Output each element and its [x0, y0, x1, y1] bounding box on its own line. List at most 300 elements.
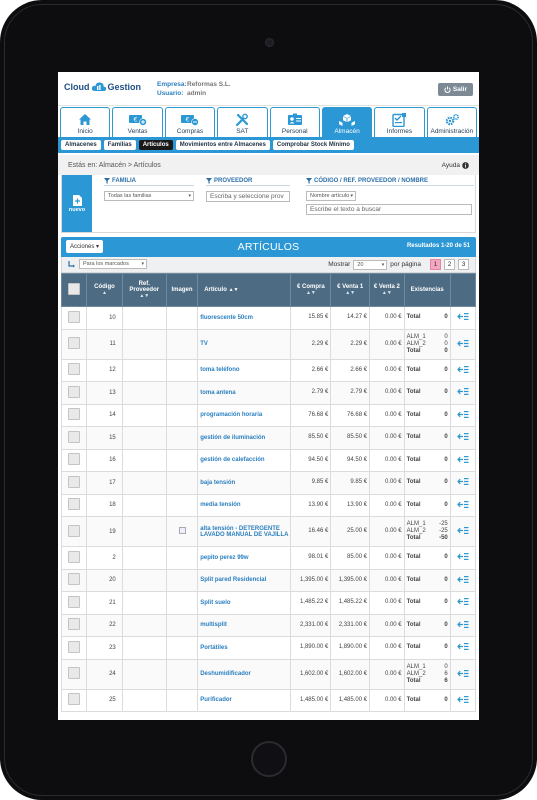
stock-line [407, 314, 448, 321]
stock-warehouse: ALM_1 [406, 333, 426, 340]
tab-label: Informes [386, 128, 413, 135]
tab-label: SAT [236, 128, 249, 135]
code-cell: 23 [87, 637, 123, 660]
code-cell: 24 [87, 659, 123, 689]
ref-cell [122, 569, 166, 592]
sale2-price-cell: 0.00 € [370, 359, 405, 382]
col-code[interactable] [87, 274, 123, 307]
open-article-button[interactable] [450, 517, 475, 547]
subtab-movimientos[interactable]: Movimientos entre Almacenes [176, 140, 270, 150]
buy-price-cell: 1,485.00 € [291, 689, 331, 712]
go-arrow-icon [457, 387, 469, 396]
page-2-button[interactable]: 2 [444, 259, 455, 270]
stock-warehouse: Total [406, 696, 421, 703]
ref-cell [122, 449, 166, 472]
sale1-price-cell: 85.00 € [331, 547, 370, 570]
go-arrow-icon [457, 410, 469, 419]
stock-cell [404, 472, 450, 495]
stock-line [407, 697, 448, 704]
image-cell [166, 329, 197, 359]
row-select-cell [62, 494, 87, 517]
col-sale1-label: € Venta 1 [337, 284, 364, 290]
bulk-action-select[interactable] [79, 259, 147, 269]
stock-cell [404, 637, 450, 660]
ref-cell [122, 614, 166, 637]
stock-qty: 0 [444, 696, 448, 703]
stock-qty: -25 [439, 528, 448, 534]
article-link[interactable]: Portátiles [198, 637, 291, 660]
image-cell [166, 382, 197, 405]
row-checkbox[interactable] [68, 363, 80, 375]
table-row[interactable] [62, 359, 476, 382]
buy-price-cell: 15.85 € [291, 307, 331, 330]
table-row[interactable] [62, 307, 476, 330]
ref-cell [122, 637, 166, 660]
sale1-price-cell: 1,395.00 € [331, 569, 370, 592]
row-checkbox[interactable] [68, 667, 80, 679]
new-article-button[interactable] [62, 175, 92, 232]
sale1-price-cell: 2.79 € [331, 382, 370, 405]
sale1-price-cell: 2,331.00 € [331, 614, 370, 637]
open-article-button[interactable] [450, 449, 475, 472]
logout-button[interactable] [438, 83, 473, 96]
buy-price-cell: 1,485.22 € [291, 592, 331, 615]
sale2-price-cell: 0.00 € [370, 404, 405, 427]
power-icon [444, 86, 451, 93]
article-link[interactable]: alta tensión - DETERGENTE LAVADO MANUAL DE VAJILLA [198, 517, 291, 547]
ref-cell [122, 547, 166, 570]
tab-ventas[interactable] [112, 107, 162, 137]
stock-qty: 0 [444, 340, 448, 347]
stock-warehouse: ALM_1 [406, 663, 426, 670]
buy-price-cell: 98.01 € [291, 547, 331, 570]
table-row[interactable] [62, 592, 476, 615]
col-image [166, 274, 197, 307]
page-size-value: 20 [357, 261, 364, 268]
go-arrow-icon [457, 620, 469, 629]
row-checkbox[interactable] [68, 641, 80, 653]
image-cell [166, 494, 197, 517]
image-cell [166, 689, 197, 712]
open-article-button[interactable] [450, 592, 475, 615]
article-link[interactable]: fluorescente 50cm [198, 307, 291, 330]
stock-line [407, 528, 448, 535]
open-article-button[interactable] [450, 689, 475, 712]
home-button[interactable] [251, 741, 287, 777]
code-cell: 12 [87, 359, 123, 382]
personal-icon [287, 112, 303, 127]
code-cell: 13 [87, 382, 123, 405]
stock-qty: 0 [444, 621, 448, 628]
open-article-button[interactable] [450, 472, 475, 495]
stock-cell [404, 659, 450, 689]
ref-cell [122, 494, 166, 517]
sale2-price-cell: 0.00 € [370, 307, 405, 330]
image-cell [166, 307, 197, 330]
stock-cell [404, 517, 450, 547]
table-row[interactable] [62, 547, 476, 570]
stock-line [407, 479, 448, 486]
stock-warehouse: Total [406, 599, 421, 606]
buy-price-cell: 1,395.00 € [291, 569, 331, 592]
col-image-label: Imagen [171, 287, 193, 293]
sale1-price-cell: 25.00 € [331, 517, 370, 547]
stock-line [407, 664, 448, 671]
article-link[interactable]: toma antena [198, 382, 291, 405]
image-cell [166, 404, 197, 427]
article-link[interactable]: gestión de iluminación [198, 427, 291, 450]
row-select-cell [62, 307, 87, 330]
row-checkbox[interactable] [68, 693, 80, 705]
stock-qty: 6 [444, 670, 448, 677]
row-checkbox[interactable] [68, 618, 80, 630]
row-checkbox[interactable] [68, 573, 80, 585]
row-select-cell [62, 427, 87, 450]
buy-price-cell: 2,331.00 € [291, 614, 331, 637]
table-row[interactable] [62, 329, 476, 359]
stock-cell [404, 449, 450, 472]
image-cell [166, 637, 197, 660]
stock-cell [404, 689, 450, 712]
row-checkbox[interactable] [68, 453, 80, 465]
ref-cell [122, 427, 166, 450]
table-row[interactable] [62, 659, 476, 689]
buy-price-cell: 85.50 € [291, 427, 331, 450]
help-link[interactable] [442, 162, 469, 169]
filter-panel [61, 175, 476, 233]
open-article-button[interactable] [450, 382, 475, 405]
stock-qty: 0 [444, 411, 448, 418]
row-checkbox[interactable] [68, 551, 80, 563]
stock-line [407, 678, 448, 685]
article-link[interactable]: Purificador [198, 689, 291, 712]
logout-label: Salir [452, 86, 467, 93]
chevron-down-icon: ▾ [188, 193, 191, 199]
stock-cell [404, 329, 450, 359]
company-label: Empresa: [157, 81, 187, 88]
table-row[interactable] [62, 472, 476, 495]
tab-label: Administración [430, 128, 474, 135]
code-cell: 21 [87, 592, 123, 615]
familia-label-text: FAMILIA [112, 178, 136, 184]
stock-cell [404, 307, 450, 330]
module-tabs [58, 107, 479, 137]
article-link[interactable]: baja tensión [198, 472, 291, 495]
codigo-filter [306, 178, 474, 215]
buy-price-cell: 2.79 € [291, 382, 331, 405]
sale1-price-cell: 9.85 € [331, 472, 370, 495]
col-ref[interactable] [122, 274, 166, 307]
row-select-cell [62, 547, 87, 570]
buy-price-cell: 13.90 € [291, 494, 331, 517]
col-code-label: Código [94, 284, 115, 290]
chevron-down-icon: ▾ [96, 244, 100, 250]
corner-arrow-icon [68, 260, 76, 268]
stock-warehouse: Total [406, 456, 421, 463]
stock-warehouse: Total [406, 621, 421, 628]
col-sale1[interactable] [331, 274, 370, 307]
sale2-price-cell: 0.00 € [370, 592, 405, 615]
page-1-button[interactable]: 1 [430, 259, 441, 270]
open-article-button[interactable] [450, 404, 475, 427]
article-link[interactable]: toma teléfono [198, 359, 291, 382]
image-cell [166, 427, 197, 450]
row-select-cell [62, 382, 87, 405]
article-link[interactable]: Split suelo [198, 592, 291, 615]
tab-label: Compras [176, 128, 204, 135]
search-field-select[interactable] [306, 191, 356, 201]
ventas-icon [128, 112, 148, 127]
page-size-select[interactable] [353, 260, 387, 270]
stock-qty: 0 [444, 501, 448, 508]
stock-line [407, 671, 448, 678]
select-all-checkbox[interactable] [68, 283, 80, 295]
open-article-button[interactable] [450, 329, 475, 359]
col-article[interactable] [198, 274, 291, 307]
tab-administracion[interactable] [427, 107, 477, 137]
sale2-price-cell: 0.00 € [370, 329, 405, 359]
stock-line [407, 622, 448, 629]
go-arrow-icon [457, 597, 469, 606]
tab-label: Personal [281, 128, 308, 135]
table-row[interactable] [62, 689, 476, 712]
code-cell: 17 [87, 472, 123, 495]
stock-cell [404, 404, 450, 427]
table-row[interactable] [62, 614, 476, 637]
image-cell [166, 359, 197, 382]
col-buy-label: € Compra [297, 284, 325, 290]
ref-cell [122, 307, 166, 330]
open-article-button[interactable] [450, 494, 475, 517]
subtab-articulos[interactable]: Artículos [139, 140, 173, 150]
sale2-price-cell: 0.00 € [370, 659, 405, 689]
tab-personal[interactable] [270, 107, 320, 137]
stock-cell [404, 382, 450, 405]
go-arrow-icon [457, 432, 469, 441]
col-stock-label: Existencias [410, 287, 444, 293]
sort-icon: ▲▼ [228, 287, 239, 293]
stock-qty: 6 [444, 677, 448, 684]
stock-line [407, 457, 448, 464]
sale2-price-cell: 0.00 € [370, 689, 405, 712]
stock-qty: 0 [444, 599, 448, 606]
image-cell [166, 592, 197, 615]
open-article-button[interactable] [450, 637, 475, 660]
buy-price-cell: 2.66 € [291, 359, 331, 382]
stock-warehouse: Total [406, 366, 421, 373]
sort-icon: ▲▼ [345, 290, 356, 296]
stock-warehouse: Total [406, 677, 421, 684]
broken-image-icon [179, 527, 186, 534]
stock-qty: 0 [444, 347, 448, 354]
ref-cell [122, 472, 166, 495]
buy-price-cell: 76.68 € [291, 404, 331, 427]
sort-icon: ▲▼ [139, 293, 150, 299]
table-row[interactable] [62, 404, 476, 427]
stock-qty: 0 [444, 366, 448, 373]
stock-line [407, 599, 448, 606]
stock-qty: 0 [444, 554, 448, 561]
sale1-price-cell: 76.68 € [331, 404, 370, 427]
open-article-button[interactable] [450, 307, 475, 330]
subtab-stock-minimo[interactable]: Comprobar Stock Mínimo [273, 140, 354, 150]
row-checkbox[interactable] [68, 498, 80, 510]
svg-text:€: € [133, 116, 137, 124]
col-buy[interactable] [291, 274, 331, 307]
row-select-cell [62, 472, 87, 495]
stock-cell [404, 569, 450, 592]
col-ref-label: Ref. Proveedor [129, 281, 160, 293]
code-cell: 19 [87, 517, 123, 547]
row-checkbox[interactable] [68, 386, 80, 398]
report-icon [391, 112, 407, 127]
row-select-cell [62, 449, 87, 472]
stock-cell [404, 359, 450, 382]
buy-price-cell: 9.85 € [291, 472, 331, 495]
article-link[interactable]: Split pared Residencial [198, 569, 291, 592]
go-arrow-icon [457, 339, 469, 348]
article-link[interactable]: pepito perez 99w [198, 547, 291, 570]
familia-select[interactable] [104, 191, 194, 201]
open-article-button[interactable] [450, 359, 475, 382]
articles-panel-header [61, 237, 476, 257]
app-logo [64, 81, 141, 92]
sale1-price-cell: 13.90 € [331, 494, 370, 517]
open-article-button[interactable] [450, 614, 475, 637]
stock-warehouse: Total [406, 644, 421, 651]
filter-icon [104, 178, 110, 184]
row-checkbox[interactable] [68, 596, 80, 608]
stock-qty: 0 [444, 333, 448, 340]
tab-sat[interactable] [217, 107, 267, 137]
ref-cell [122, 359, 166, 382]
subtab-familias[interactable]: Familias [104, 140, 136, 150]
sale1-price-cell: 85.50 € [331, 427, 370, 450]
go-arrow-icon [457, 365, 469, 374]
page-3-button[interactable]: 3 [458, 259, 469, 270]
ref-cell [122, 517, 166, 547]
logo-text-left: Cloud [64, 81, 90, 92]
stock-warehouse: Total [406, 389, 421, 396]
sale2-price-cell: 0.00 € [370, 547, 405, 570]
filter-icon [206, 178, 212, 184]
search-input[interactable]: Escribe el texto a buscar [306, 204, 472, 215]
stock-line [407, 521, 448, 528]
tab-inicio[interactable] [60, 107, 110, 137]
stock-warehouse: Total [406, 434, 421, 441]
row-checkbox[interactable] [68, 408, 80, 420]
row-checkbox[interactable] [68, 337, 80, 349]
sale2-price-cell: 0.00 € [370, 427, 405, 450]
open-article-button[interactable] [450, 569, 475, 592]
company-value: Reformas S.L. [187, 81, 231, 88]
ref-cell [122, 404, 166, 427]
image-cell [166, 659, 197, 689]
sale1-price-cell: 1,485.00 € [331, 689, 370, 712]
code-cell: 11 [87, 329, 123, 359]
table-row[interactable] [62, 517, 476, 547]
stock-line [407, 412, 448, 419]
article-link[interactable]: gestión de calefacción [198, 449, 291, 472]
article-link[interactable]: multisplit [198, 614, 291, 637]
show-label: Mostrar [328, 261, 351, 268]
code-cell: 25 [87, 689, 123, 712]
table-row[interactable] [62, 494, 476, 517]
ref-cell [122, 689, 166, 712]
stock-line [407, 577, 448, 584]
filter-icon [306, 178, 312, 184]
stock-line [407, 389, 448, 396]
tab-informes[interactable] [374, 107, 424, 137]
stock-warehouse: ALM_2 [406, 528, 426, 534]
go-arrow-icon [457, 455, 469, 464]
article-link[interactable]: Deshumidificador [198, 659, 291, 689]
stock-warehouse: Total [406, 411, 421, 418]
table-row[interactable] [62, 449, 476, 472]
row-select-cell [62, 329, 87, 359]
article-link[interactable]: media tensión [198, 494, 291, 517]
row-checkbox[interactable] [68, 431, 80, 443]
sale2-price-cell: 0.00 € [370, 382, 405, 405]
sale1-price-cell: 94.50 € [331, 449, 370, 472]
table-row[interactable] [62, 382, 476, 405]
open-article-button[interactable] [450, 547, 475, 570]
open-article-button[interactable] [450, 427, 475, 450]
row-checkbox[interactable] [68, 476, 80, 488]
row-checkbox[interactable] [68, 525, 80, 537]
svg-text:€: € [185, 116, 190, 124]
sale2-price-cell: 0.00 € [370, 569, 405, 592]
list-toolbar [61, 257, 476, 273]
go-arrow-icon [457, 642, 469, 651]
tab-label: Inicio [77, 128, 93, 135]
go-arrow-icon [457, 552, 469, 561]
stock-line [407, 644, 448, 651]
stock-warehouse: Total [406, 501, 421, 508]
user-label: Usuario: [157, 90, 184, 97]
col-article-label: Artículo [204, 287, 227, 293]
sub-navigation [58, 137, 479, 153]
proveedor-input[interactable]: Escriba y seleccione prov [206, 191, 290, 202]
sort-asc-icon: ▲ [101, 290, 107, 296]
tab-almacen[interactable] [322, 107, 372, 137]
table-row[interactable] [62, 637, 476, 660]
row-select-cell [62, 404, 87, 427]
row-select-cell [62, 517, 87, 547]
actions-label: Acciones [70, 244, 95, 250]
subtab-almacenes[interactable]: Almacenes [61, 140, 101, 150]
article-link[interactable]: programación horaria [198, 404, 291, 427]
sort-icon: ▲▼ [381, 290, 392, 296]
tab-compras[interactable] [165, 107, 215, 137]
stock-warehouse: ALM_2 [406, 340, 426, 347]
col-sale2[interactable] [370, 274, 405, 307]
code-cell: 10 [87, 307, 123, 330]
ref-cell [122, 329, 166, 359]
stock-warehouse: Total [406, 479, 421, 486]
article-link[interactable]: TV [198, 329, 291, 359]
stock-warehouse: Total [406, 347, 421, 354]
table-row[interactable] [62, 427, 476, 450]
row-select-cell [62, 689, 87, 712]
go-arrow-icon [457, 477, 469, 486]
go-arrow-icon [457, 669, 469, 678]
row-checkbox[interactable] [68, 311, 80, 323]
familia-select-value: Todas las familias [108, 193, 152, 199]
open-article-button[interactable] [450, 659, 475, 689]
image-cell [166, 472, 197, 495]
table-row[interactable] [62, 569, 476, 592]
